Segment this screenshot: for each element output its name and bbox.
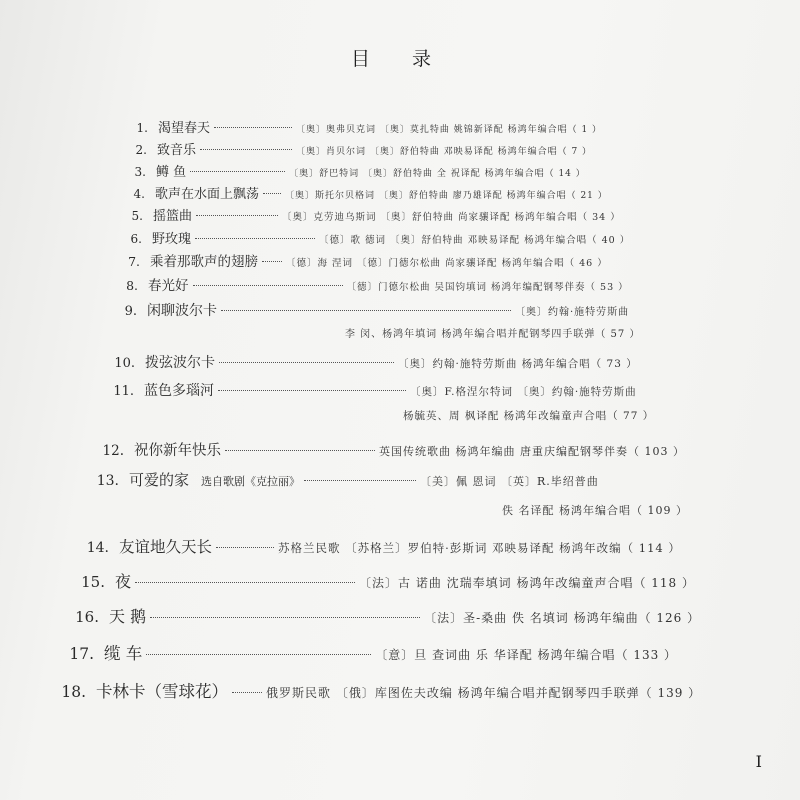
list-item — [100, 274, 629, 294]
list-item — [105, 228, 630, 247]
entry-number: 9. — [124, 304, 137, 319]
entry-title: 致音乐 — [157, 143, 197, 158]
entry-number: 1. — [136, 121, 148, 135]
entry-title: 天 鹅 — [109, 607, 147, 626]
entry-number: 14. — [86, 540, 109, 556]
list-item — [102, 250, 608, 270]
entry-number: 3. — [134, 165, 146, 179]
entry-title: 野玫瑰 — [152, 232, 192, 247]
entry-credits: 〔德〕海 涅词 〔德〕门德尔松曲 尚家骧译配 杨鸿年编合唱（ 46 ） — [286, 258, 608, 269]
entry-credits: 〔奥〕F.格涅尔特词 〔奥〕约翰·施特劳斯曲 — [410, 386, 637, 398]
entry-credits: 〔奥〕约翰·施特劳斯曲 — [515, 307, 630, 318]
entry-number: 11. — [113, 384, 134, 399]
entry-number: 16. — [75, 608, 99, 626]
entry-credits: 英国传统歌曲 杨鸿年编曲 唐重庆编配钢琴伴奏（ 103 ） — [379, 445, 685, 458]
entry-number: 7. — [128, 254, 140, 269]
list-item — [38, 640, 677, 664]
list-item — [112, 161, 586, 180]
entry-title: 闲聊波尔卡 — [147, 303, 217, 319]
list-item — [63, 535, 681, 557]
entry-number: 12. — [102, 443, 124, 459]
list-item — [110, 183, 608, 202]
entry-number: 4. — [133, 187, 145, 201]
entry-title: 蓝色多瑙河 — [144, 383, 214, 399]
page-title: 目 录 — [350, 48, 450, 70]
entry-number: 15. — [81, 573, 105, 591]
list-item — [73, 469, 599, 490]
entry-title: 夜 — [115, 572, 132, 591]
entry-number: 17. — [69, 645, 94, 663]
page-number: I — [755, 752, 762, 771]
entry-number: 5. — [131, 209, 143, 223]
list-item — [118, 117, 602, 136]
list-item — [30, 678, 701, 702]
entry-credits: 〔奥〕奥弗贝克词 〔奥〕莫扎特曲 姚锦新译配 杨鸿年编合唱（ 1 ） — [296, 125, 603, 135]
entry-credits: 苏格兰民歌 〔苏格兰〕罗伯特·彭斯词 邓映易译配 杨鸿年改编（ 114 ） — [278, 541, 681, 555]
entry-credits: 〔奥〕约翰·施特劳斯曲 杨鸿年编合唱（ 73 ） — [398, 358, 638, 370]
entry-credits: 〔奥〕斯托尔贝格词 〔奥〕舒伯特曲 廖乃雄译配 杨鸿年编合唱（ 21 ） — [285, 191, 608, 201]
entry-number: 10. — [114, 356, 135, 371]
entry-title: 歌声在水面上飘荡 — [155, 187, 260, 202]
entry-number: 18. — [61, 683, 86, 701]
entry-title: 渴望春天 — [158, 121, 211, 136]
entry-number: 8. — [126, 278, 138, 293]
entry-title: 缆 车 — [104, 644, 143, 663]
entry-credits: 〔美〕佩 恩词 〔英〕R.毕绍普曲 — [420, 475, 599, 488]
entry-subtitle: 选自歌剧《克拉丽》 — [201, 475, 301, 488]
entry-credits-continued: 李 闵、杨鸿年填词 杨鸿年编合唱并配钢琴四手联弹（ 57 ） — [345, 329, 641, 340]
entry-title: 拨弦波尔卡 — [145, 355, 215, 371]
entry-number: 13. — [96, 473, 119, 489]
entry-credits: 俄罗斯民歌 〔俄〕库图佐夫改编 杨鸿年编合唱并配钢琴四手联弹（ 139 ） — [266, 686, 702, 700]
entry-credits: 〔法〕圣-桑曲 佚 名填词 杨鸿年编曲（ 126 ） — [424, 611, 701, 625]
entry-credits: 〔奥〕舒巴特词 〔奥〕舒伯特曲 全 祝译配 杨鸿年编合唱（ 14 ） — [289, 169, 586, 179]
list-item — [115, 139, 592, 158]
entry-number: 2. — [135, 143, 147, 157]
list-item — [90, 380, 637, 400]
entry-credits: 〔德〕歌 德词 〔奥〕舒伯特曲 邓映易译配 杨鸿年编合唱（ 40 ） — [319, 235, 631, 246]
entry-title: 鳟 鱼 — [156, 165, 187, 180]
entry-title: 乘着那歌声的翅膀 — [150, 254, 258, 270]
entry-credits: 〔意〕旦 查词曲 乐 华译配 杨鸿年编合唱（ 133 ） — [375, 648, 678, 662]
entry-credits: 〔德〕门德尔松曲 吴国钧填词 杨鸿年编配钢琴伴奏（ 53 ） — [346, 282, 629, 293]
entry-title: 摇篮曲 — [153, 209, 193, 224]
entry-credits-continued: 杨毓英、周 枫译配 杨鸿年改编童声合唱（ 77 ） — [403, 410, 655, 422]
entry-title: 卡林卡（雪球花） — [96, 682, 228, 701]
entry-title: 可爱的家 — [129, 471, 190, 489]
list-item — [97, 300, 629, 320]
list-item — [45, 604, 700, 627]
entry-credits-continued: 佚 名译配 杨鸿年编合唱（ 109 ） — [502, 504, 688, 517]
list-item — [93, 352, 638, 372]
entry-credits: 〔奥〕肖贝尔词 〔奥〕舒伯特曲 邓映易译配 杨鸿年编合唱（ 7 ） — [296, 147, 593, 157]
entry-credits: 〔法〕古 诺曲 沈瑞奉填词 杨鸿年改编童声合唱（ 118 ） — [359, 576, 695, 590]
entry-credits: 〔奥〕克劳迪乌斯词 〔奥〕舒伯特曲 尚家骧译配 杨鸿年编合唱（ 34 ） — [282, 212, 621, 223]
list-item — [53, 569, 695, 592]
entry-title: 祝你新年快乐 — [134, 443, 221, 459]
entry-number: 6. — [130, 232, 142, 246]
entry-title: 春光好 — [148, 278, 189, 294]
list-item — [80, 439, 685, 460]
list-item — [107, 205, 621, 224]
entry-title: 友谊地久天长 — [119, 538, 213, 556]
